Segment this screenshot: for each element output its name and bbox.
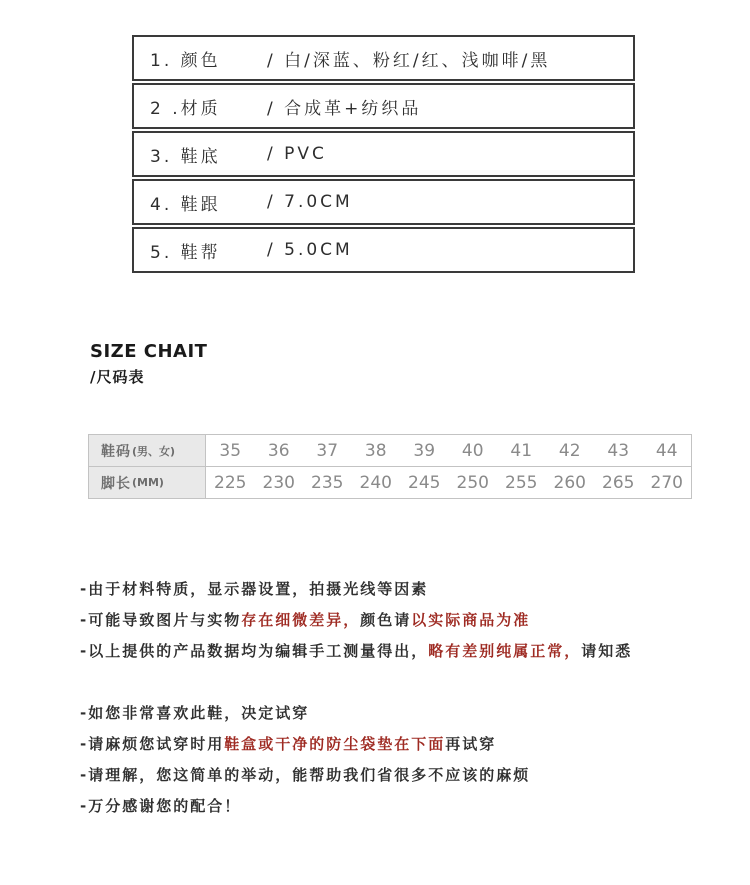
size-cell: 270 xyxy=(650,472,683,493)
note-segment: 再试穿 xyxy=(445,735,497,753)
spec-row-upper xyxy=(132,227,635,273)
size-cell: 39 xyxy=(413,440,436,461)
note-segment: -请理解，您这简单的举动，能帮助我们省很多不应该的麻烦 xyxy=(80,766,531,784)
size-row-header-label: 脚长 xyxy=(101,475,131,492)
spec-row-sole xyxy=(132,131,635,177)
size-cell: 36 xyxy=(267,440,290,461)
size-cell: 38 xyxy=(364,440,387,461)
size-chart-heading xyxy=(90,341,207,387)
spec-label: 3. 鞋底 xyxy=(150,146,221,167)
size-cell: 43 xyxy=(607,440,630,461)
size-cell: 260 xyxy=(553,472,586,493)
spec-value: / 7.0CM xyxy=(267,192,353,212)
spec-label: 1. 颜色 xyxy=(150,50,221,71)
note-segment: -如您非常喜欢此鞋，决定试穿 xyxy=(80,704,310,722)
size-cell: 37 xyxy=(316,440,339,461)
size-cell: 42 xyxy=(558,440,581,461)
note-segment-highlight: 鞋盒或干净的防尘袋垫在下面 xyxy=(224,735,446,753)
size-row-header-shoe-size xyxy=(89,435,206,466)
note-line xyxy=(80,698,632,729)
size-cell: 40 xyxy=(461,440,484,461)
size-cell: 245 xyxy=(408,472,441,493)
size-cell: 230 xyxy=(262,472,295,493)
size-cell: 235 xyxy=(311,472,344,493)
spec-value: / 白/深蓝、粉红/红、浅咖啡/黑 xyxy=(267,50,551,71)
size-chart-title-zh: /尺码表 xyxy=(90,368,145,386)
notes xyxy=(80,574,632,822)
size-row-foot-length xyxy=(89,466,691,498)
size-cells xyxy=(206,435,691,466)
size-cell: 41 xyxy=(510,440,533,461)
spec-row-material xyxy=(132,83,635,129)
note-segment: 颜色请 xyxy=(360,611,412,629)
spec-label: 5. 鞋帮 xyxy=(150,242,221,263)
note-segment: 请知悉 xyxy=(581,642,633,660)
size-row-header-foot-length xyxy=(89,467,206,498)
spec-table xyxy=(132,35,635,275)
spec-value: / 合成革+纺织品 xyxy=(267,98,422,119)
size-row-header-sub: (男、女) xyxy=(132,444,176,458)
size-cell: 265 xyxy=(602,472,635,493)
note-line xyxy=(80,791,632,822)
size-cell: 35 xyxy=(219,440,242,461)
note-segment: -由于材料特质，显示器设置，拍摄光线等因素 xyxy=(80,580,429,598)
note-segment: -可能导致图片与实物 xyxy=(80,611,242,629)
spec-label: 2 .材质 xyxy=(150,98,221,119)
spec-value: / PVC xyxy=(267,144,327,164)
note-segment-highlight: 存在细微差异， xyxy=(241,611,361,629)
size-row-shoe-size xyxy=(89,435,691,466)
size-cell: 240 xyxy=(359,472,392,493)
note-line xyxy=(80,636,632,667)
note-line xyxy=(80,605,632,636)
note-line xyxy=(80,729,632,760)
size-cell: 250 xyxy=(456,472,489,493)
size-row-header-label: 鞋码 xyxy=(101,443,131,460)
size-table xyxy=(88,434,692,499)
note-segment: -请麻烦您试穿时用 xyxy=(80,735,225,753)
spec-value: / 5.0CM xyxy=(267,240,353,260)
size-cell: 225 xyxy=(214,472,247,493)
note-segment-highlight: 以实际商品为准 xyxy=(411,611,531,629)
size-cell: 44 xyxy=(655,440,678,461)
spec-label: 4. 鞋跟 xyxy=(150,194,221,215)
size-chart-title-en: SIZE CHAIT xyxy=(90,341,208,362)
note-segment-highlight: 略有差别纯属正常， xyxy=(428,642,582,660)
note-segment: -万分感谢您的配合！ xyxy=(80,797,242,815)
note-line xyxy=(80,574,632,605)
spec-row-heel xyxy=(132,179,635,225)
size-cells xyxy=(206,467,691,498)
note-segment: -以上提供的产品数据均为编辑手工测量得出， xyxy=(80,642,429,660)
note-line xyxy=(80,760,632,791)
size-row-header-sub: (MM) xyxy=(132,476,164,489)
spec-row-color xyxy=(132,35,635,81)
size-cell: 255 xyxy=(505,472,538,493)
